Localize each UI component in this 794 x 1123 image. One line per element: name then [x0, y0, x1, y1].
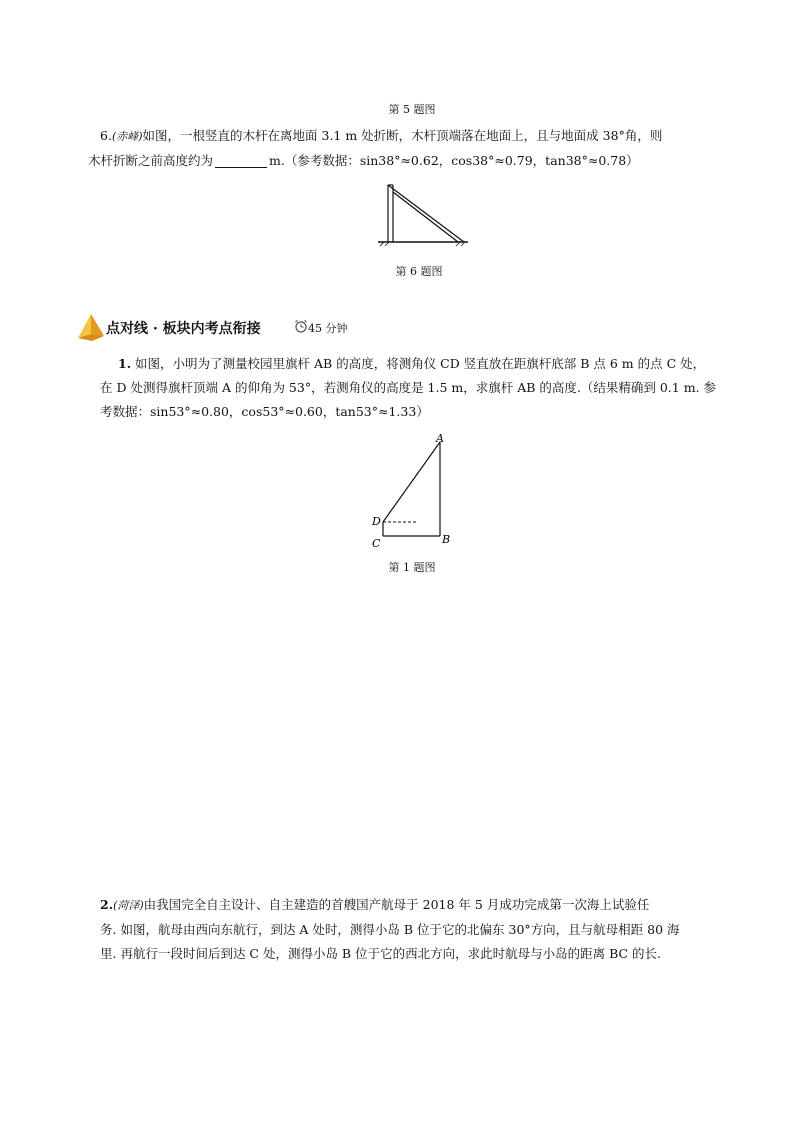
- label-b: B: [442, 533, 451, 546]
- question-1-text-1: 如图，小明为了测量校园里旗杆 AB 的高度，将测角仪 CD 竖直放在距旗杆底部 B 点 6 m 的点 C 处，: [135, 356, 706, 371]
- question-6-line-2: [88, 149, 700, 173]
- label-d: D: [372, 515, 381, 528]
- section-header: [76, 312, 476, 342]
- question-6-source: (赤峰): [111, 130, 143, 143]
- question-6-text-1: 如图，一根竖直的木杆在离地面 3.1 m 处折断，木杆顶端落在地面上，且与地面成 38°角，则: [142, 128, 663, 143]
- figure-1-diagram: [366, 430, 466, 552]
- question-2-line-2: 务. 如图，航母由西向东航行，到达 A 处时，测得小岛 B 位于它的北偏东 30°方向，且与航母相距 80 海: [100, 922, 680, 937]
- figure-5-caption: 第 5 题图: [388, 103, 436, 116]
- answer-blank[interactable]: [215, 153, 267, 168]
- question-1-line-2: 在 D 处测得旗杆顶端 A 的仰角为 53°，若测角仪的高度是 1.5 m，求旗杆 AB 的高度.（结果精确到 0.1 m. 参: [100, 380, 717, 395]
- question-2-number: 2.: [100, 897, 114, 912]
- question-6-text-2a: 木杆折断之前高度约为: [88, 153, 214, 168]
- pyramid-icon: [76, 312, 106, 342]
- question-6-number: 6.: [100, 128, 112, 143]
- question-2-text-1: 由我国完全自主设计、自主建造的首艘国产航母于 2018 年 5 月成功完成第一次海上试验任: [143, 897, 650, 912]
- question-6-line-1: [100, 124, 700, 149]
- question-2-line-1: [100, 893, 758, 918]
- question-2-source: (菏泽): [113, 899, 144, 912]
- question-1-number: 1.: [118, 356, 132, 371]
- alarm-clock-icon: [294, 319, 308, 333]
- figure-6-diagram: [372, 180, 472, 250]
- figure-6-caption: 第 6 题图: [395, 265, 443, 278]
- fallen-pole-upper-edge: [388, 185, 464, 242]
- sight-line-da: [383, 442, 440, 522]
- figure-1-caption: 第 1 题图: [388, 561, 436, 574]
- label-a: A: [436, 432, 444, 445]
- question-2: [100, 893, 758, 966]
- fallen-pole-lower-edge: [393, 192, 458, 242]
- question-6-text-2b: m.（参考数据：sin38°≈0.62，cos38°≈0.79，tan38°≈0.78）: [269, 153, 639, 168]
- question-2-line-3: 里. 再航行一段时间后到达 C 处，测得小岛 B 位于它的西北方向，求此时航母与小岛的距离 BC 的长.: [100, 946, 661, 961]
- question-6: [88, 124, 700, 173]
- question-1-line-3: 考数据：sin53°≈0.80，cos53°≈0.60，tan53°≈1.33）: [100, 404, 429, 419]
- question-1: [100, 352, 758, 424]
- section-time: 45 分钟: [308, 322, 348, 335]
- label-c: C: [372, 537, 381, 550]
- section-title: 点对线 · 板块内考点衔接: [106, 321, 261, 337]
- question-1-line-1: [118, 352, 758, 376]
